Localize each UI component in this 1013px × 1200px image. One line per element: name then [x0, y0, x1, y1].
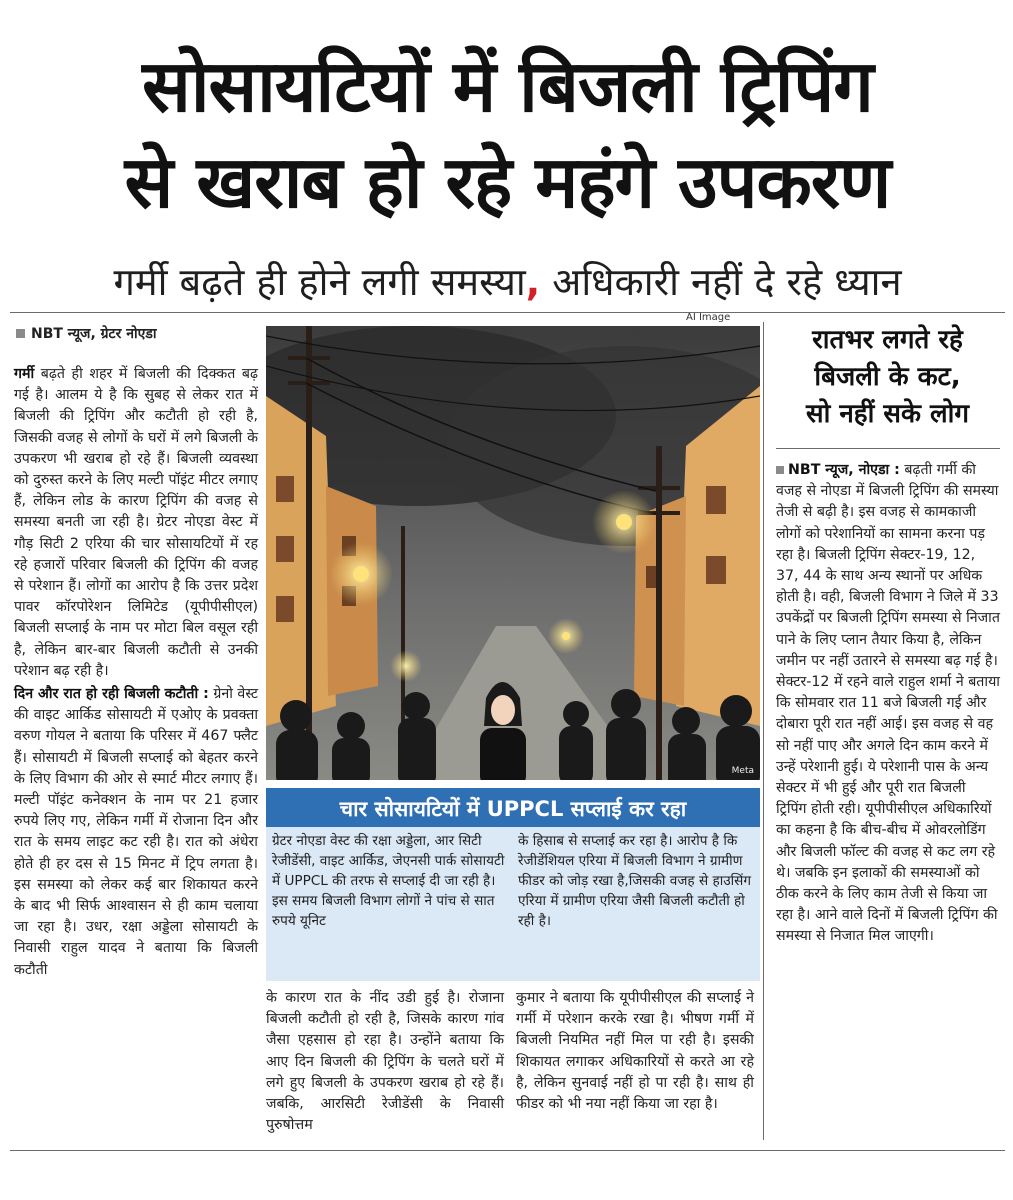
info-box-col-2: के हिसाब से सप्लाई कर रहा है। आरोप है कि रेजीडेंशियल एरिया में बिजली विभाग ने ग्रामीण फीडर को जोड़ रखा है,जिसकी वजह से हाउसिंग एरिया में ग्रामीण एरिया जैसी बिजली कटौती हो रही है।: [518, 833, 752, 929]
subheadline-comma: ,: [525, 260, 541, 304]
info-box-title: चार सोसायटियों में UPPCL सप्लाई कर रहा: [266, 791, 760, 827]
byline-square-icon: [16, 329, 25, 338]
left-para-2: दिन और रात हो रही बिजली कटौती : ग्रेनो वेस्ट की वाइट आर्किड सोसायटी में एओए के प्रवक्ता वरुण गोयल ने बताया कि परिसर में 467 फ्लैट हैं। सोसायटी में बिजली सप्लाई को बेहतर करने के लिए विभाग की ओर से स्मार्ट मीटर लगाए हैं। मल्टी पॉइंट कनेक्शन के नाम पर 21 हजार रुपये लिए गए, लेकिन गर्मी में रोजाना दिन और रात के समय लाइट कट रही है। रात को अंधेरा होते ही हर दस से 15 मिनट में ट्रिप लगता है। इस समस्या को लेकर कई बार शिकायत करने के बाद भी सिर्फ आश्वासन से ही काम चलाया जा रहा है। उधर, रक्षा अड्डेला सोसायटी के निवासी राहुल यादव ने बताया कि बिजली कटौती: [14, 686, 258, 978]
meta-watermark: Meta: [731, 766, 754, 776]
left-byline: NBT न्यूज, ग्रेटर नोएडा: [16, 324, 156, 343]
sidebar-title: रातभर लगते रहे बिजली के कट, सो नहीं सके लोग: [806, 325, 969, 429]
headline-line-1: सोसायटियों में बिजली ट्रिपिंग: [142, 44, 873, 128]
info-box: [266, 788, 760, 981]
middle-col-2: कुमार ने बताया कि यूपीपीसीएल की सप्लाई ने गर्मी में परेशान करके रखा है। भीषण गर्मी में बिजली नियमित नहीं मिल पा रही है। इसकी शिकायत लगाकर अधिकारियों से करते आ रहे है, लेकिन सुनवाई नहीं हो पा रही है। साथ ही फीडर को भी नया नहीं किया जा रहा है।: [516, 990, 754, 1113]
info-box-col-1: ग्रेटर नोएडा वेस्ट की रक्षा अड्डेला, आर सिटी रेजीडेंसी, वाइट आर्किड, जेएनसी पार्क सोसायटी में UPPCL की तरफ से सप्लाई दी जा रही है। इस समय बिजली विभाग लोगों ने पांच से सात रुपये यूनिट: [272, 833, 505, 929]
subheadline: [10, 258, 1005, 306]
subheadline-part-2: अधिकारी नहीं दे रहे ध्यान: [540, 260, 902, 304]
bottom-rule: [10, 1150, 1005, 1151]
headline: [20, 38, 995, 230]
left-para-1: गर्मी बढ़ते ही शहर में बिजली की दिक्कत बढ़ गई है। आलम ये है कि सुबह से लेकर रात में बिजली की ट्रिपिंग और कटौती हो रही है, जिसकी वजह से लोगों के घरों में लगे बिजली के उपकरण भी खराब हो रहे हैं। बिजली व्यवस्था को दुरुस्त करने के लिए मल्टी पॉइंट मीटर लगाए हैं, लेकिन लोड के कारण ट्रिपिंग की वजह से समस्या बनती जा रही है। ग्रेटर नोएडा वेस्ट में गौड़ सिटी 2 एरिया की चार सोसायटियों में रह रहे हजारों परिवार बिजली की ट्रिपिंग की वजह से परेशान हैं। लोगों का आरोप है कि उत्तर प्रदेश पावर कॉरपोरेशन लिमिटेड (यूपीपीसीएल) बिजली सप्लाई के नाम पर मोटा बिल वसूल रही है, लेकिन बार-बार बिजली कटौती से उनकी परेशान बढ़ रही है।: [14, 366, 258, 679]
left-subhead: दिन और रात हो रही बिजली कटौती :: [14, 686, 209, 703]
ai-image-label: AI Image: [686, 312, 731, 323]
sidebar-square-icon: [776, 466, 784, 474]
middle-col-1: के कारण रात के नींद उडी हुई है। रोजाना बिजली कटौती हो रही है, जिसके कारण गांव जैसा एहसास हो रहा है। उन्होंने बताया कि आए दिन बिजली की ट्रिपिंग के चलते घरों में लगे हुए बिजली के उपकरण खराब हो रहे हैं। जबकि, आरसिटी रेजीडेंसी के निवासी पुरुषोत्तम: [266, 990, 504, 1134]
illustration: [266, 326, 760, 780]
subheadline-part-1: गर्मी बढ़ते ही होने लगी समस्या: [113, 260, 526, 304]
sidebar-title-rule: [776, 448, 1000, 449]
sidebar-divider: [763, 322, 764, 1140]
lead-word: गर्मी: [14, 366, 35, 382]
headline-line-2: से खराब हो रहे महंगे उपकरण: [124, 140, 891, 224]
top-rule: [10, 312, 1005, 313]
left-column: [14, 364, 258, 981]
sidebar-body: NBT न्यूज, नोएडा : बढ़ती गर्मी की वजह से नोएडा में बिजली ट्रिपिंग की समस्या तेजी से बढ़ी है। इस वजह से कामकाजी लोगों को परेशानियों का सामना करना पड़ रहा है। बिजली ट्रिपिंग सेक्टर-19, 12, 37, 44 के साथ अन्य स्थानों पर अधिक होती है। वही, बिजली विभाग ने जिले में 33 उपकेंद्रों पर बिजली ट्रिपिंग समस्या से निजात पाने के लिए प्लान तैयार किया है, लेकिन जमीन पर नहीं उतारने से समस्या बढ़ गई है। सेक्टर-12 में रहने वाले राहुल शर्मा ने बताया कि सोमवार रात 11 बजे बिजली गई और दोबारा पूरी रात नहीं आई। इस वजह से वह सो नहीं पाए और अगले दिन काम करने में उन्हें परेशानी हुई। ये परेशानी पास के अन्य सेक्टर में भी हुई और पूरी रात बिजली ट्रिपिंग होती रही। यूपीपीसीएल अधिकारियों का कहना है कि बीच-बीच में ओवरलोडिंग और बिजली फॉल्ट की वजह से कट लग रहे थे। जबकि इन इलाकों की समस्याओं को ठीक करने के लिए काम तेजी से किया जा रहा है। आने वाले दिनों में बिजली ट्रिपिंग की समस्या से निजात मिल जाएगी।: [776, 462, 1000, 945]
sidebar-byline: NBT न्यूज, नोएडा :: [788, 462, 900, 478]
storm-street-illustration: [266, 326, 760, 780]
